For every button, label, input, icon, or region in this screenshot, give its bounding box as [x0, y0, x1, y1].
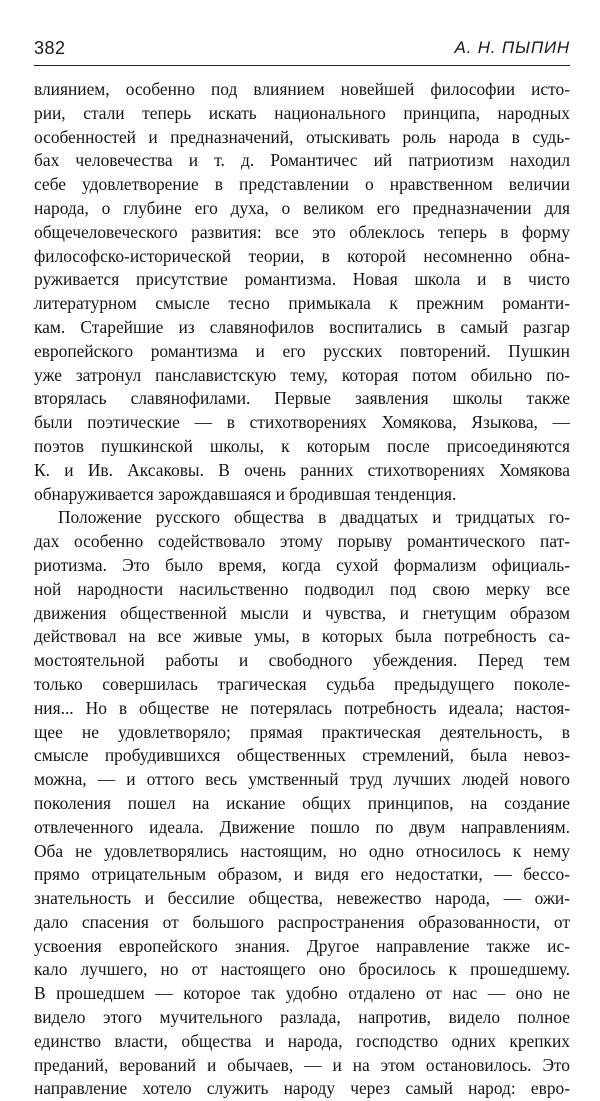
- text-line: действовал на все живые умы, в которых была потребность са-: [34, 626, 570, 647]
- text-line: К. и Ив. Аксаковы. В очень ранних стихотворениях Хомякова: [34, 459, 570, 480]
- text-line: кам. Старейшие из славянофилов воспитались в самый разгар: [34, 316, 570, 337]
- text-line: народа, о глубине его духа, о великом его предназначении для: [34, 197, 570, 218]
- text-line: смысле пробудившихся общественных стремлений, была невоз-: [34, 745, 570, 766]
- text-line: кало лучшего, но от настоящего оно бросилось к прошедшему.: [34, 959, 570, 980]
- text-line: вторялась славянофилами. Первые заявления школы также: [34, 388, 570, 409]
- text-line: общечеловеческого развития: все это облеклось теперь в форму: [34, 221, 570, 242]
- text-line: движения общественной мысли и чувства, и гнетущим образом: [34, 602, 570, 623]
- text-line: ния... Но в обществе не потерялась потребность идеала; настоя-: [34, 697, 570, 718]
- text-line: особенностей и предназначений, отыскивать роль народа в судь-: [34, 126, 570, 147]
- text-line: дах особенно содействовало этому порыву романтического пат-: [34, 531, 570, 552]
- text-line: бах человечества и т. д. Романтичес ий патриотизм находил: [34, 150, 570, 171]
- text-line: влиянием, особенно под влиянием новейшей философии исто-: [34, 79, 570, 99]
- text-line: можна, — и оттого весь умственный труд лучших людей нового: [34, 769, 570, 790]
- text-line: ной народности насильственно подводил под свою мерку все: [34, 578, 570, 599]
- text-line: преданий, верований и обычаев, — и на этом остановилось. Это: [34, 1054, 570, 1075]
- text-line: рии, стали теперь искать национального принципа, народных: [34, 102, 570, 123]
- text-line: дало спасения от большого распространения образованности, от: [34, 911, 570, 932]
- text-line: знательность и бессилие общества, невежество народа, — ожи-: [34, 888, 570, 909]
- text-line: только совершилась трагическая судьба предыдущего поколе-: [34, 673, 570, 694]
- text-line: видело этого мучительного разлада, напротив, видело полное: [34, 1007, 570, 1028]
- page-header: [34, 38, 570, 66]
- text-line: европейского романтизма и его русских повторений. Пушкин: [34, 340, 570, 361]
- body-text: [34, 78, 570, 1101]
- text-line: В прошедшем — которое так удобно отдалено от нас — оно не: [34, 983, 570, 1004]
- text-line: усвоения европейского знания. Другое направление также ис-: [34, 935, 570, 956]
- text-line: риотизма. Это было время, когда сухой формализм официаль-: [34, 554, 570, 575]
- text-line: руживается присутствие романтизма. Новая школа и в чисто: [34, 269, 570, 290]
- running-head-author: А. Н. ПЫПИН: [454, 38, 570, 57]
- text-line: щее не удовлетворяло; прямая практическая деятельность, в: [34, 721, 570, 742]
- text-line: были поэтические — в стихотворениях Хомякова, Языкова, —: [34, 412, 570, 433]
- text-line: отвлеченного идеала. Движение пошло по двум направлениям.: [34, 816, 570, 837]
- text-line: обнаруживается зарождавшаяся и бродившая тенденция.: [34, 483, 457, 504]
- text-line: Оба не удовлетворялись настоящим, но одно относилось к нему: [34, 840, 570, 861]
- text-line: поэтов пушкинской школы, к которым после присоединяются: [34, 435, 570, 456]
- text-line: себе удовлетворение в представлении о нравственном величии: [34, 174, 570, 195]
- text-line: Положение русского общества в двадцатых и тридцатых го-: [58, 507, 570, 528]
- text-line: поколения пошел на искание общих принципов, на создание: [34, 792, 570, 813]
- text-line: прямо отрицательным образом, и видя его недостатки, — бессо-: [34, 864, 570, 885]
- text-line: мостоятельной работы и свободного убеждения. Перед тем: [34, 650, 570, 671]
- text-line: единство власти, общества и народа, господство одних крепких: [34, 1030, 570, 1051]
- header-rule: [34, 65, 570, 66]
- page-number: 382: [34, 38, 66, 58]
- text-line: направление хотело служить народу через самый народ: евро-: [34, 1078, 570, 1099]
- text-line: уже затронул панславистскую тему, которая потом обильно по-: [34, 364, 570, 385]
- text-line: литературном смысле тесно примыкала к прежним романти-: [34, 293, 570, 314]
- text-line: философско-исторической теории, в которой несомненно обна-: [34, 245, 570, 266]
